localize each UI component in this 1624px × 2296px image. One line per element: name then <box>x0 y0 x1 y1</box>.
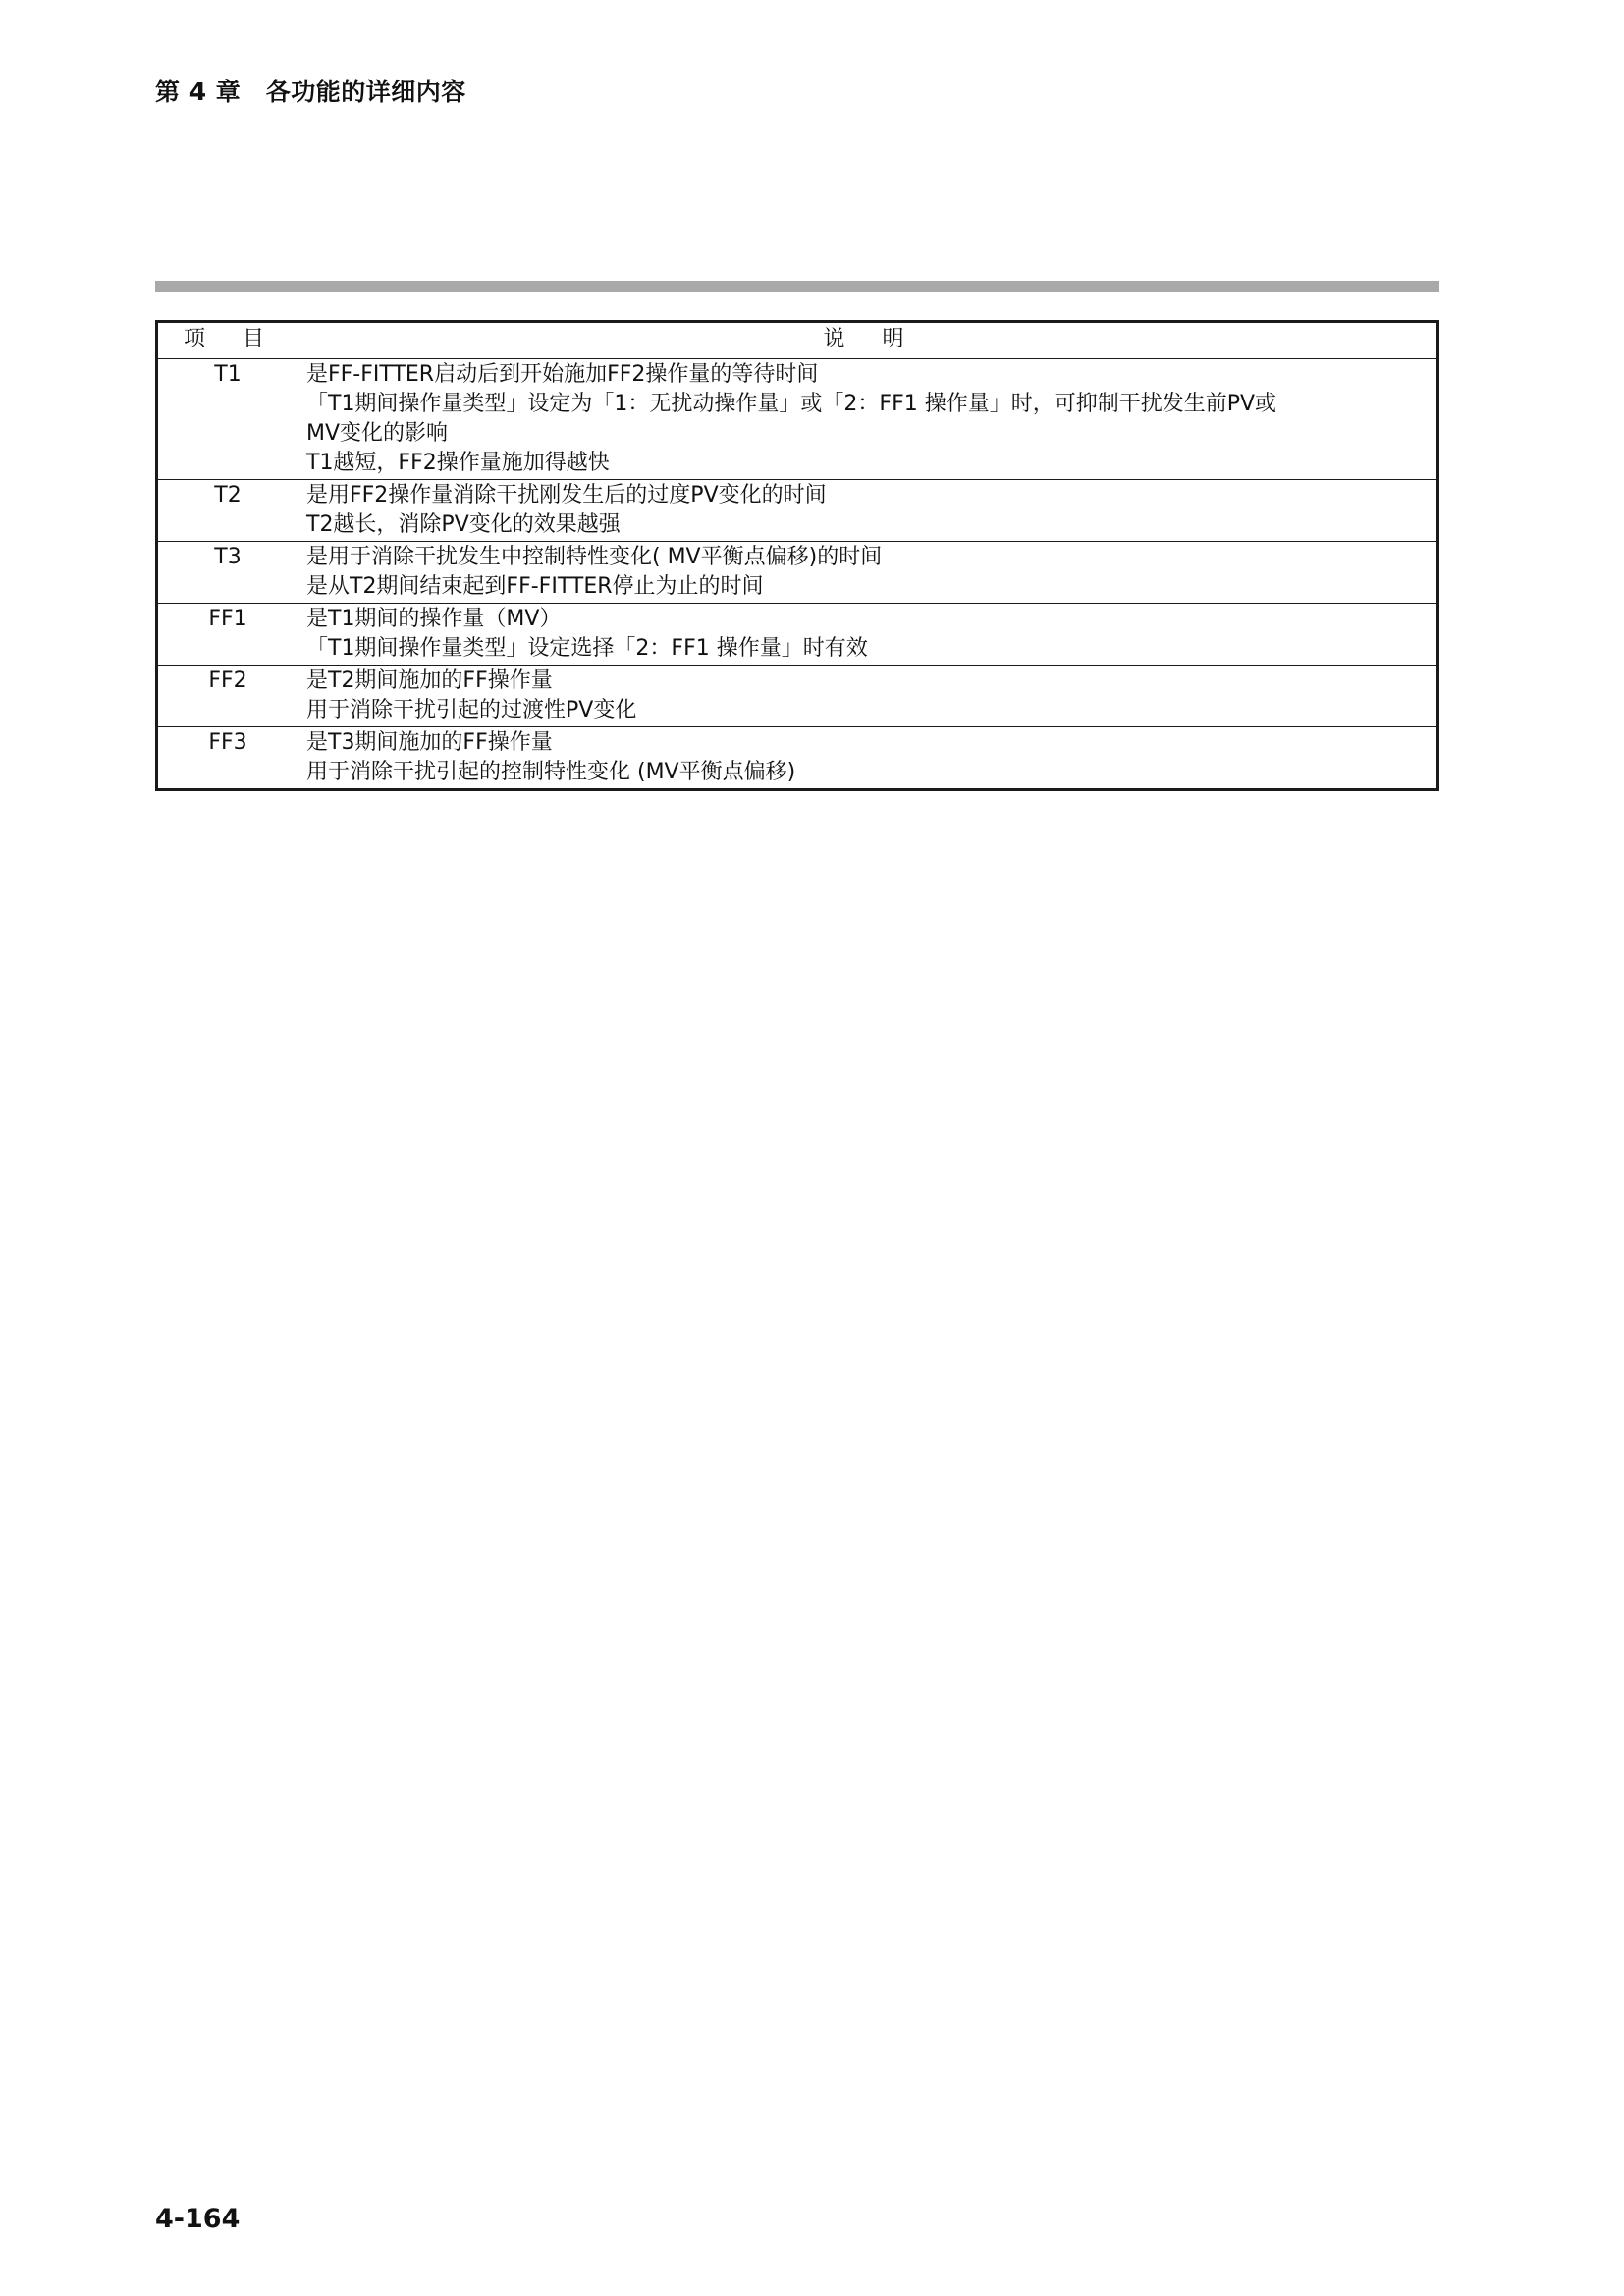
table-row <box>157 666 1438 727</box>
description-line: 是T3期间施加的FF操作量 <box>306 730 553 755</box>
item-cell: T2 <box>157 480 298 542</box>
description-line: 用于消除干扰引起的过渡性PV变化 <box>306 698 637 722</box>
item-cell: FF3 <box>157 727 298 790</box>
description-line: 是用于消除干扰发生中控制特性变化( MV平衡点偏移)的时间 <box>306 545 883 569</box>
description-line: 用于消除干扰引起的控制特性变化 (MV平衡点偏移) <box>306 760 796 784</box>
item-cell: T1 <box>157 359 298 480</box>
table-row <box>157 604 1438 666</box>
table-row <box>157 480 1438 542</box>
parameter-table <box>155 320 1439 791</box>
description-cell <box>298 604 1438 666</box>
item-cell: T3 <box>157 542 298 604</box>
description-line: 是T2期间施加的FF操作量 <box>306 668 553 693</box>
description-cell <box>298 542 1438 604</box>
chapter-header: 第 4 章 各功能的详细内容 <box>155 78 466 106</box>
description-line: 「T1期间操作量类型」设定选择「2：FF1 操作量」时有效 <box>306 636 868 661</box>
description-cell <box>298 727 1438 790</box>
table-row <box>157 542 1438 604</box>
description-line: 「T1期间操作量类型」设定为「1：无扰动操作量」或「2：FF1 操作量」时，可抑制干扰发生前PV或 <box>306 392 1277 416</box>
page-number: 4-164 <box>155 2204 241 2234</box>
description-line: 是用FF2操作量消除干扰刚发生后的过度PV变化的时间 <box>306 483 827 507</box>
description-cell <box>298 666 1438 727</box>
table-row <box>157 727 1438 790</box>
column-header-description: 说 明 <box>298 322 1438 359</box>
description-cell <box>298 359 1438 480</box>
description-line: 是T1期间的操作量（MV） <box>306 607 562 631</box>
table-row <box>157 359 1438 480</box>
section-divider <box>155 281 1439 292</box>
description-line: 是FF-FITTER启动后到开始施加FF2操作量的等待时间 <box>306 362 819 387</box>
description-line: 是从T2期间结束起到FF-FITTER停止为止的时间 <box>306 574 764 599</box>
description-line: T1越短，FF2操作量施加得越快 <box>306 451 610 475</box>
description-line: T2越长，消除PV变化的效果越强 <box>306 512 621 537</box>
item-cell: FF2 <box>157 666 298 727</box>
description-cell <box>298 480 1438 542</box>
column-header-item: 项 目 <box>157 322 298 359</box>
description-line: MV变化的影响 <box>306 421 449 446</box>
item-cell: FF1 <box>157 604 298 666</box>
table-header-row <box>157 322 1438 359</box>
